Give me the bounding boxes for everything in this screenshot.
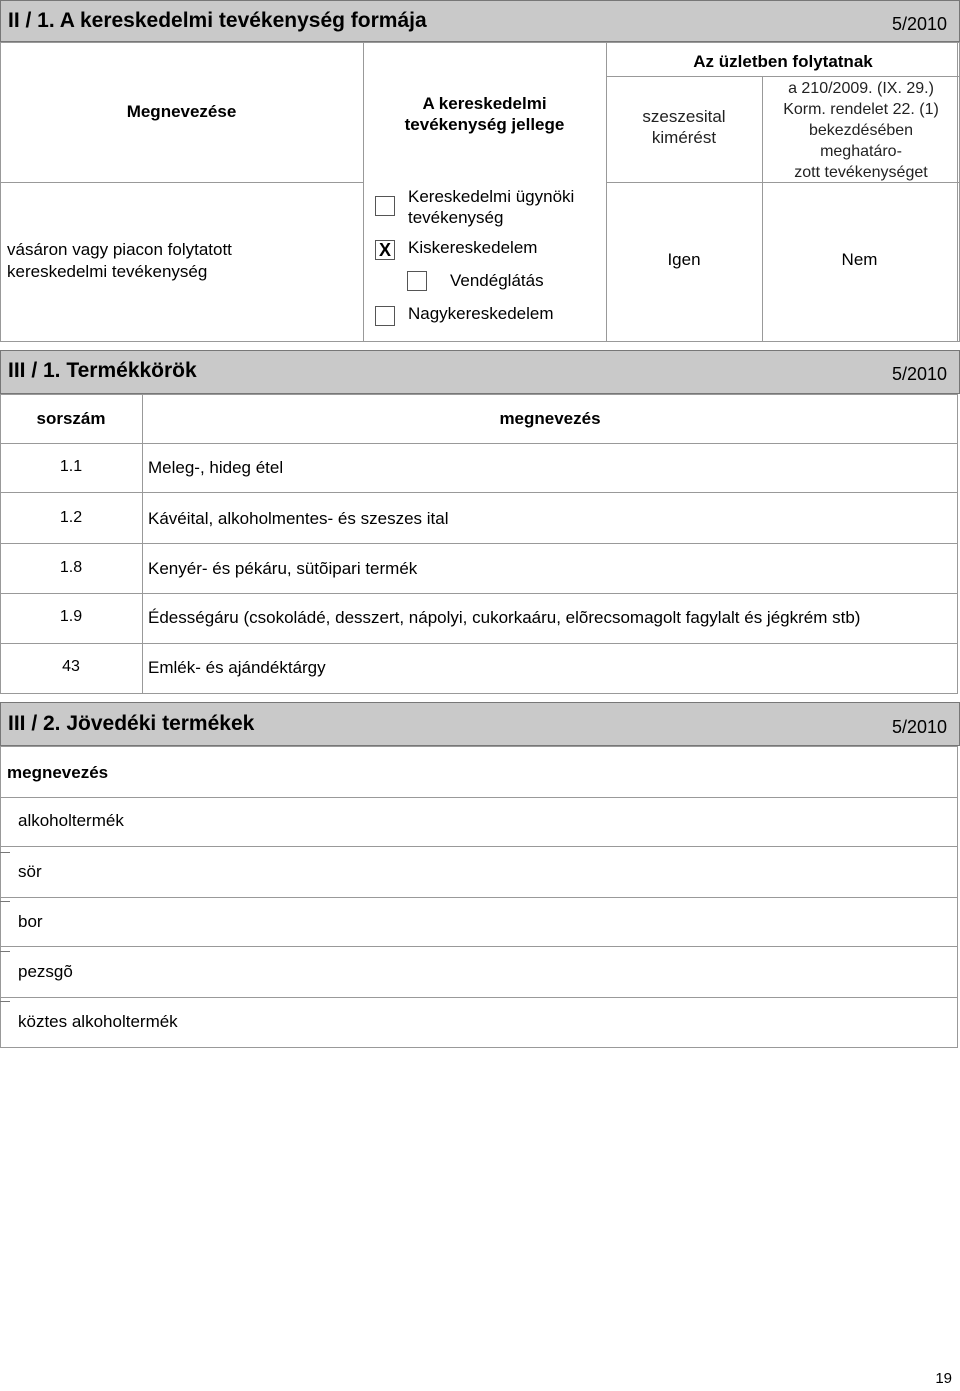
excise-item: köztes alkoholtermék bbox=[18, 1012, 178, 1031]
products-header-bar bbox=[0, 350, 960, 394]
activity-name-1: vásáron vagy piacon folytatott bbox=[7, 240, 232, 259]
decree-line-3: bekezdésében bbox=[808, 122, 914, 139]
excise-title: III / 2. Jövedéki termékek bbox=[8, 712, 255, 735]
col-product-header: megnevezés bbox=[499, 409, 601, 428]
excise-col-header: megnevezés bbox=[7, 763, 109, 782]
list-item bbox=[18, 912, 43, 932]
col-name-header: Megnevezése bbox=[126, 102, 237, 121]
checkbox-agent[interactable] bbox=[375, 196, 395, 216]
row-name: Meleg-, hideg étel bbox=[148, 458, 284, 477]
row-name: Édességáru (csokoládé, desszert, nápolyi, cukorkaáru, elõrecsomagolt fagylalt és jégkrém stb) bbox=[148, 608, 861, 627]
section-title: II / 1. A kereskedelmi tevékenység formája bbox=[8, 9, 427, 32]
list-item bbox=[18, 1012, 178, 1032]
table-row bbox=[0, 658, 142, 676]
section-year: 5/2010 bbox=[891, 14, 947, 34]
table-row bbox=[0, 509, 142, 527]
checkbox-catering[interactable] bbox=[407, 271, 427, 291]
excise-item: alkoholtermék bbox=[18, 811, 124, 830]
row-num: 1.2 bbox=[59, 509, 83, 526]
table-row bbox=[0, 608, 142, 626]
section-header-bar bbox=[0, 0, 960, 42]
list-item bbox=[18, 962, 73, 982]
table-row bbox=[0, 559, 142, 577]
activity-name-2: kereskedelmi tevékenység bbox=[7, 262, 208, 281]
row-name: Emlék- és ajándéktárgy bbox=[148, 658, 326, 677]
products-year: 5/2010 bbox=[891, 364, 947, 384]
excise-year: 5/2010 bbox=[891, 717, 947, 737]
row-name: Kávéital, alkoholmentes- és szeszes ital bbox=[148, 509, 449, 528]
list-item bbox=[18, 811, 124, 831]
row-num: 1.9 bbox=[59, 608, 83, 625]
option-agent-label-2: tevékenység bbox=[408, 208, 504, 227]
products-title: III / 1. Termékkörök bbox=[8, 359, 197, 382]
alcohol-header-1: szeszesital bbox=[642, 107, 726, 126]
decree-line-2: Korm. rendelet 22. (1) bbox=[783, 101, 939, 118]
products-table bbox=[0, 394, 958, 694]
checkbox-retail[interactable]: X bbox=[375, 240, 395, 260]
excise-header-bar bbox=[0, 702, 960, 746]
list-item bbox=[18, 862, 42, 882]
alcohol-value: Igen bbox=[667, 250, 701, 269]
alcohol-header-2: kimérést bbox=[651, 128, 717, 147]
option-agent-label-1: Kereskedelmi ügynöki bbox=[408, 187, 575, 206]
table-row bbox=[0, 458, 142, 476]
decree-value: Nem bbox=[841, 250, 878, 269]
col-type-header-2: tevékenység jellege bbox=[404, 115, 565, 134]
checkbox-wholesale[interactable] bbox=[375, 306, 395, 326]
col-num-header: sorszám bbox=[36, 409, 106, 428]
row-num: 1.1 bbox=[59, 458, 83, 475]
col-type-header-1: A kereskedelmi bbox=[422, 94, 547, 113]
shop-header: Az üzletben folytatnak bbox=[693, 52, 873, 71]
excise-item: bor bbox=[18, 912, 43, 931]
option-retail-label: Kiskereskedelem bbox=[408, 238, 538, 257]
decree-line-1: a 210/2009. (IX. 29.) bbox=[788, 80, 934, 97]
row-num: 43 bbox=[62, 658, 80, 675]
excise-item: sör bbox=[18, 862, 42, 881]
decree-line-4: meghatáro- bbox=[820, 143, 902, 160]
row-num: 1.8 bbox=[59, 559, 83, 576]
option-catering-label: Vendéglátás bbox=[450, 271, 544, 290]
page-number: 19 bbox=[935, 1370, 952, 1387]
option-wholesale-label: Nagykereskedelem bbox=[408, 304, 554, 323]
excise-item: pezsgõ bbox=[18, 962, 73, 981]
decree-line-5: zott tevékenységet bbox=[794, 164, 928, 181]
row-name: Kenyér- és pékáru, sütõipari termék bbox=[148, 559, 418, 578]
